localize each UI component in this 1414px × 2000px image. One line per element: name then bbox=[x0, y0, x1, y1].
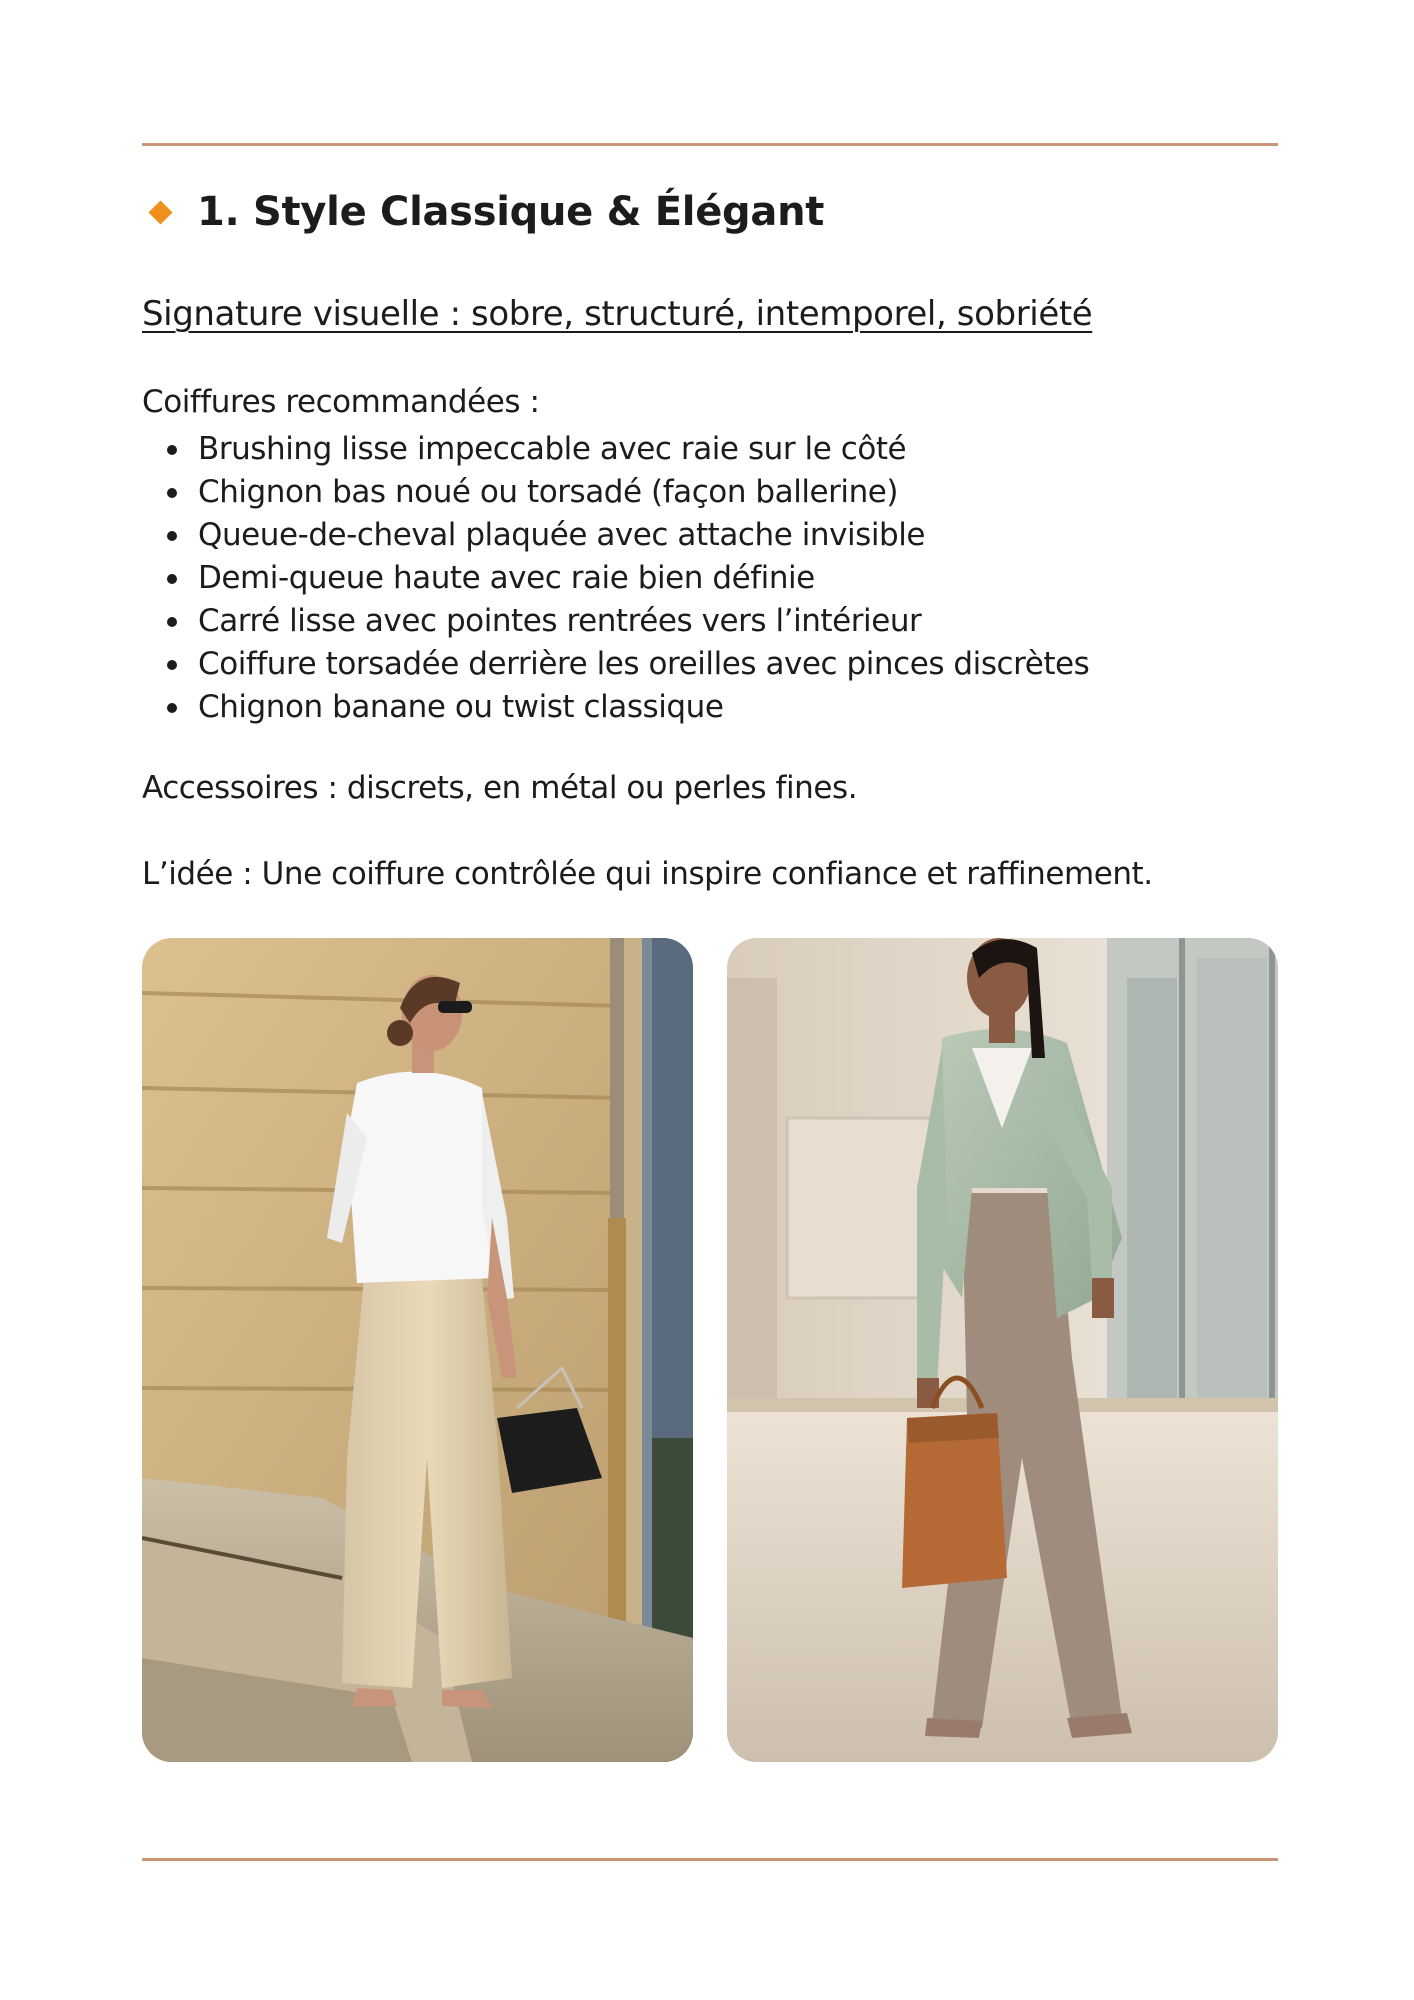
classic-outfit-photo-left bbox=[142, 938, 693, 1762]
idea-text: L’idée : Une coiffure contrôlée qui inspire confiance et raffinement. bbox=[142, 856, 1153, 892]
bullet-icon bbox=[167, 703, 177, 713]
list-item-text: Demi-queue haute avec raie bien définie bbox=[198, 560, 815, 596]
list-item-text: Coiffure torsadée derrière les oreilles avec pinces discrètes bbox=[198, 646, 1090, 682]
list-item bbox=[142, 514, 1089, 557]
bullet-icon bbox=[167, 617, 177, 627]
visual-signature-subtitle: Signature visuelle : sobre, structuré, intemporel, sobriété bbox=[142, 294, 1093, 334]
diamond-icon bbox=[148, 200, 172, 224]
list-item bbox=[142, 686, 1089, 729]
bottom-divider bbox=[142, 1858, 1278, 1861]
bullet-icon bbox=[167, 531, 177, 541]
list-item bbox=[142, 557, 1089, 600]
hairstyles-list bbox=[142, 428, 1089, 729]
list-item bbox=[142, 643, 1089, 686]
list-item bbox=[142, 428, 1089, 471]
list-item bbox=[142, 600, 1089, 643]
list-item-text: Carré lisse avec pointes rentrées vers l’intérieur bbox=[198, 603, 922, 639]
classic-outfit-photo-right bbox=[727, 938, 1278, 1762]
section-title: 1. Style Classique & Élégant bbox=[197, 189, 825, 235]
list-item-text: Brushing lisse impeccable avec raie sur le côté bbox=[198, 431, 907, 467]
bullet-icon bbox=[167, 445, 177, 455]
bullet-icon bbox=[167, 488, 177, 498]
top-divider bbox=[142, 143, 1278, 146]
list-item-text: Chignon banane ou twist classique bbox=[198, 689, 724, 725]
hairstyles-intro: Coiffures recommandées : bbox=[142, 384, 540, 420]
list-item-text: Chignon bas noué ou torsadé (façon ballerine) bbox=[198, 474, 899, 510]
list-item bbox=[142, 471, 1089, 514]
bullet-icon bbox=[167, 574, 177, 584]
accessories-text: Accessoires : discrets, en métal ou perles fines. bbox=[142, 770, 858, 806]
bullet-icon bbox=[167, 660, 177, 670]
list-item-text: Queue-de-cheval plaquée avec attache invisible bbox=[198, 517, 926, 553]
section-heading bbox=[148, 182, 824, 242]
